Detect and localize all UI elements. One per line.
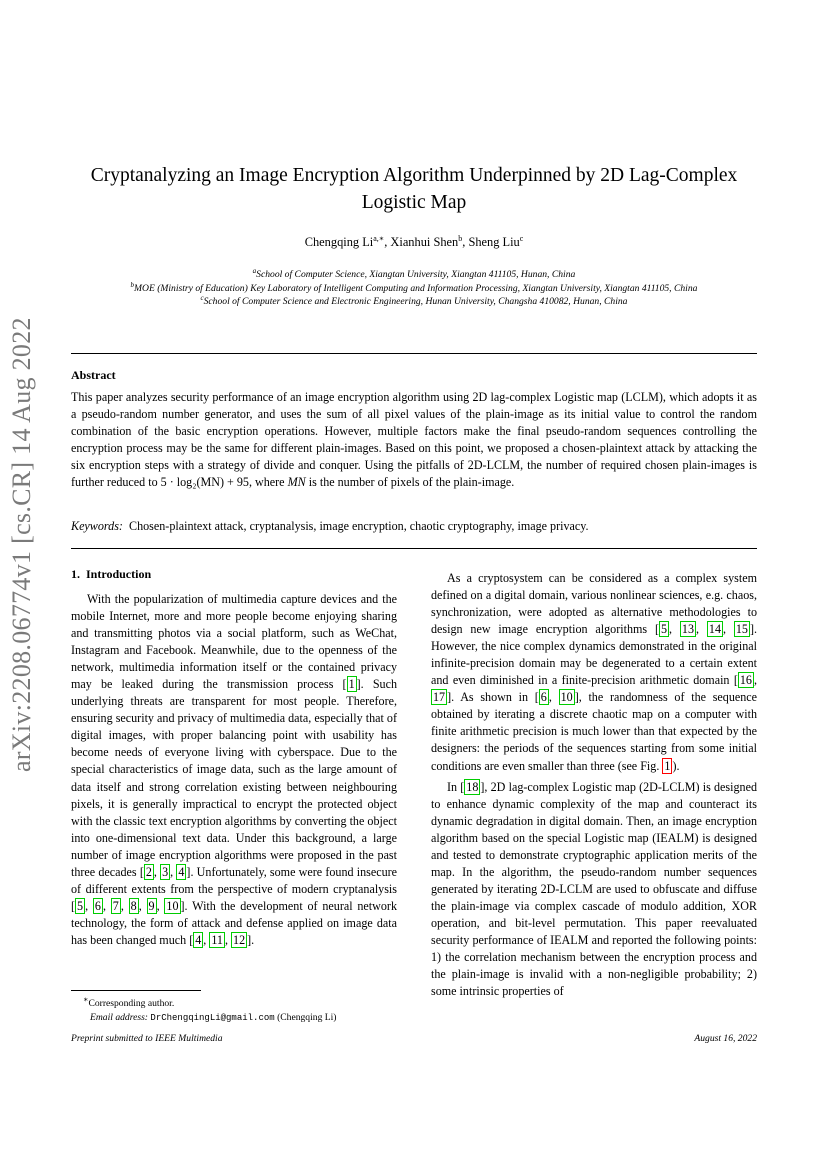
paragraph: In [ 18 ], 2D lag-complex Logistic map (2D-LCLM) is designed to enhance dynamic complexity of the map and counteract its dynamic degradation in digital domain. Then, an image encryption algorithm based on the special Logistic map (IEALM) is designed and tested to demonstrate cryptographic application merits of the map. In the algorithm, the pseudo-random number sequences generated by iterating 2D-LCLM are used to obfuscate and diffuse the plain-image via complex cascade of modulo addition, XOR operation, and bit-level permutation. This paper reevaluated security performance of IEALM and reported the following points: 1) the correlation mechanism between the encryption process and the plain-image is invalid with a non-negligible probability; 2) some intrinsic properties of bbox=[431, 779, 757, 999]
citation-link[interactable]: 2 bbox=[145, 864, 152, 879]
citation-link[interactable]: 17 bbox=[433, 690, 446, 705]
affiliation-mark: b bbox=[130, 281, 135, 289]
footnote-text: Corresponding author. bbox=[88, 998, 175, 1010]
affiliation-text: MOE (Ministry of Education) Key Laboratory of Intelligent Computing and Information Processing, Xiangtan University, Xiangtan 411105, China bbox=[134, 283, 698, 295]
citation-link[interactable]: 4 bbox=[195, 932, 202, 947]
abstract-text: This paper analyzes security performance of an image encryption algorithm using 2D lag-complex Logistic map (LCLM), which adopts it as a pseudo-random number generator, and uses the sum of all pixel values of the plain-image as its initial value to control the random combination of the basic encryption operations. However, multiple factors make the final pseudo-random sequences controlling the encryption process may be the same for different plain-images. Based on this point, we proposed a chosen-plaintext attack by attacking the six encryption steps with a strategy of divide and conquer. Using the pitfalls of 2D-LCLM, the number of required chosen plain-images is further reduced to 5 · log₂(MN) + 95, where MN is the number of pixels of the plain-image. bbox=[71, 390, 757, 490]
paper-title: Cryptanalyzing an Image Encryption Algorithm Underpinned by 2D Lag-Complex Logistic Map bbox=[90, 165, 738, 213]
email-link[interactable]: DrChengqingLi@gmail.com bbox=[150, 1013, 275, 1024]
figure-link[interactable]: 1 bbox=[664, 758, 671, 773]
citation-link[interactable]: 3 bbox=[162, 864, 169, 879]
footnote bbox=[71, 993, 401, 1026]
author-list: Chengqing $Li^{a,∗}$, Xianhui Shen$^b$, Sheng Liu$^c$ bbox=[304, 234, 524, 250]
footnote-mark: ∗ bbox=[83, 995, 89, 1004]
citation-link[interactable]: 16 bbox=[739, 673, 752, 688]
paragraph: With the popularization of multimedia capture devices and the mobile Internet, more and more people become enjoying sharing and transmitting photos via a social platform, such as WeChat, Instagram and Facebook. Meanwhile, due to the openness of the network, multimedia information itself or the contained privacy may be leaked during the transmission process [ 1 ]. Such underlying threats are transparent for most people. Therefore, ensuring security and privacy of multimedia data, especially that of digital images, with proper balancing point with usability has become needs of everyone living with cyberspace. Due to the special characteristics of image data, such as the large amount of data itself and strong correlation existing between neighbouring pixels, it is generally impractical to encrypt the protected object with the classic text encryption algorithms by converting the object into one-dimensional text data. Under this background, a large number of image encryption algorithms were proposed in the past three decades [ 2 , 3 , 4 ]. Unfortunately, some were found insecure of different extents from the perspective of modern cryptanalysis [ 5 , 6 , 7 , 8 , 9 , 10 ]. With the development of neural network technology, the form of attack and defense applied on image data has been changed much [ 4 , 11 , 12 ]. bbox=[71, 592, 398, 947]
citation-link[interactable]: 10 bbox=[166, 898, 179, 913]
keywords-label: Keywords: bbox=[71, 519, 123, 533]
footer-venue: Preprint submitted to IEEE Multimedia bbox=[71, 1033, 223, 1044]
author-affil-mark: b bbox=[458, 234, 463, 243]
citation-link[interactable]: 15 bbox=[735, 622, 748, 637]
paragraph: As a cryptosystem can be considered as a complex system defined on a digital domain, various nonlinear sciences, e.g. chaos, synchronization, were adopted as alternative methodologies to design new image encryption algorithms [ 5 , 13 , 14 , 15 ]. However, the nice complex dynamics demonstrated in the original infinite-precision domain may be degenerated to a certain extent and even diminished in a finite-precision arithmetic domain [ 16 , 17 ]. As shown in [ 6 , 10 ], the randomness of the sequence obtained by iterating a discrete chaotic map on a computer with finite arithmetic precision is much lower than that expected by the designers: the periods of the sequences starting from some initial conditions are even smaller than three (see Fig. 1 ). bbox=[431, 571, 758, 773]
abstract-formula: 5 · log₂(MN) + 95 bbox=[160, 475, 249, 490]
citation-link[interactable]: 4 bbox=[178, 864, 185, 879]
citation-link[interactable]: 6 bbox=[94, 898, 101, 913]
citation-link[interactable]: 18 bbox=[466, 779, 479, 794]
author-affil-mark: c bbox=[519, 234, 524, 243]
citation-link[interactable]: 12 bbox=[233, 932, 246, 947]
citation-link[interactable]: 10 bbox=[560, 690, 573, 705]
affiliation-text: School of Computer Science and Electronic Engineering, Hunan University, Changsha 410082, Hunan, China bbox=[203, 296, 628, 308]
citation-link[interactable]: 11 bbox=[211, 932, 223, 947]
affiliation-mark: a bbox=[252, 267, 257, 275]
citation-link[interactable]: 14 bbox=[708, 622, 721, 637]
author-name: Xianhui Shen bbox=[390, 235, 459, 250]
author-name: Sheng Liu bbox=[468, 235, 520, 250]
bottom-rule bbox=[71, 548, 757, 549]
author-name: Chengqing Li bbox=[304, 235, 374, 250]
top-rule bbox=[71, 353, 757, 354]
email-label: Email address: bbox=[90, 1012, 149, 1024]
citation-link[interactable]: 8 bbox=[130, 898, 137, 913]
citation-link[interactable]: 13 bbox=[681, 622, 695, 637]
citation-link[interactable]: 7 bbox=[112, 898, 119, 913]
keywords bbox=[71, 518, 757, 535]
citation-link[interactable]: 1 bbox=[348, 677, 355, 692]
citation-link[interactable]: 6 bbox=[540, 690, 547, 705]
section-heading: 1. Introduction bbox=[71, 567, 152, 581]
affiliation-mark: c bbox=[200, 294, 204, 302]
left-column bbox=[71, 591, 397, 949]
arxiv-identifier: arXiv:2208.06774v1 [cs.CR] 14 Aug 2022 bbox=[7, 317, 36, 772]
email-owner: (Chengqing Li) bbox=[277, 1012, 337, 1024]
footer-date: August 16, 2022 bbox=[694, 1033, 757, 1044]
abstract-heading: Abstract bbox=[71, 368, 116, 382]
author-affil-mark: a,∗ bbox=[373, 234, 385, 243]
affiliation bbox=[50, 292, 778, 308]
citation-link[interactable]: 5 bbox=[661, 622, 668, 637]
footnote-rule bbox=[71, 990, 201, 991]
citation-link[interactable]: 9 bbox=[148, 898, 155, 913]
citation-link[interactable]: 5 bbox=[77, 898, 84, 913]
right-column bbox=[431, 570, 757, 1000]
affiliation-text: School of Computer Science, Xiangtan University, Xiangtan 411105, Hunan, China bbox=[256, 269, 576, 281]
keywords-text: Chosen-plaintext attack, cryptanalysis, image encryption, chaotic cryptography, image privacy. bbox=[129, 519, 589, 533]
